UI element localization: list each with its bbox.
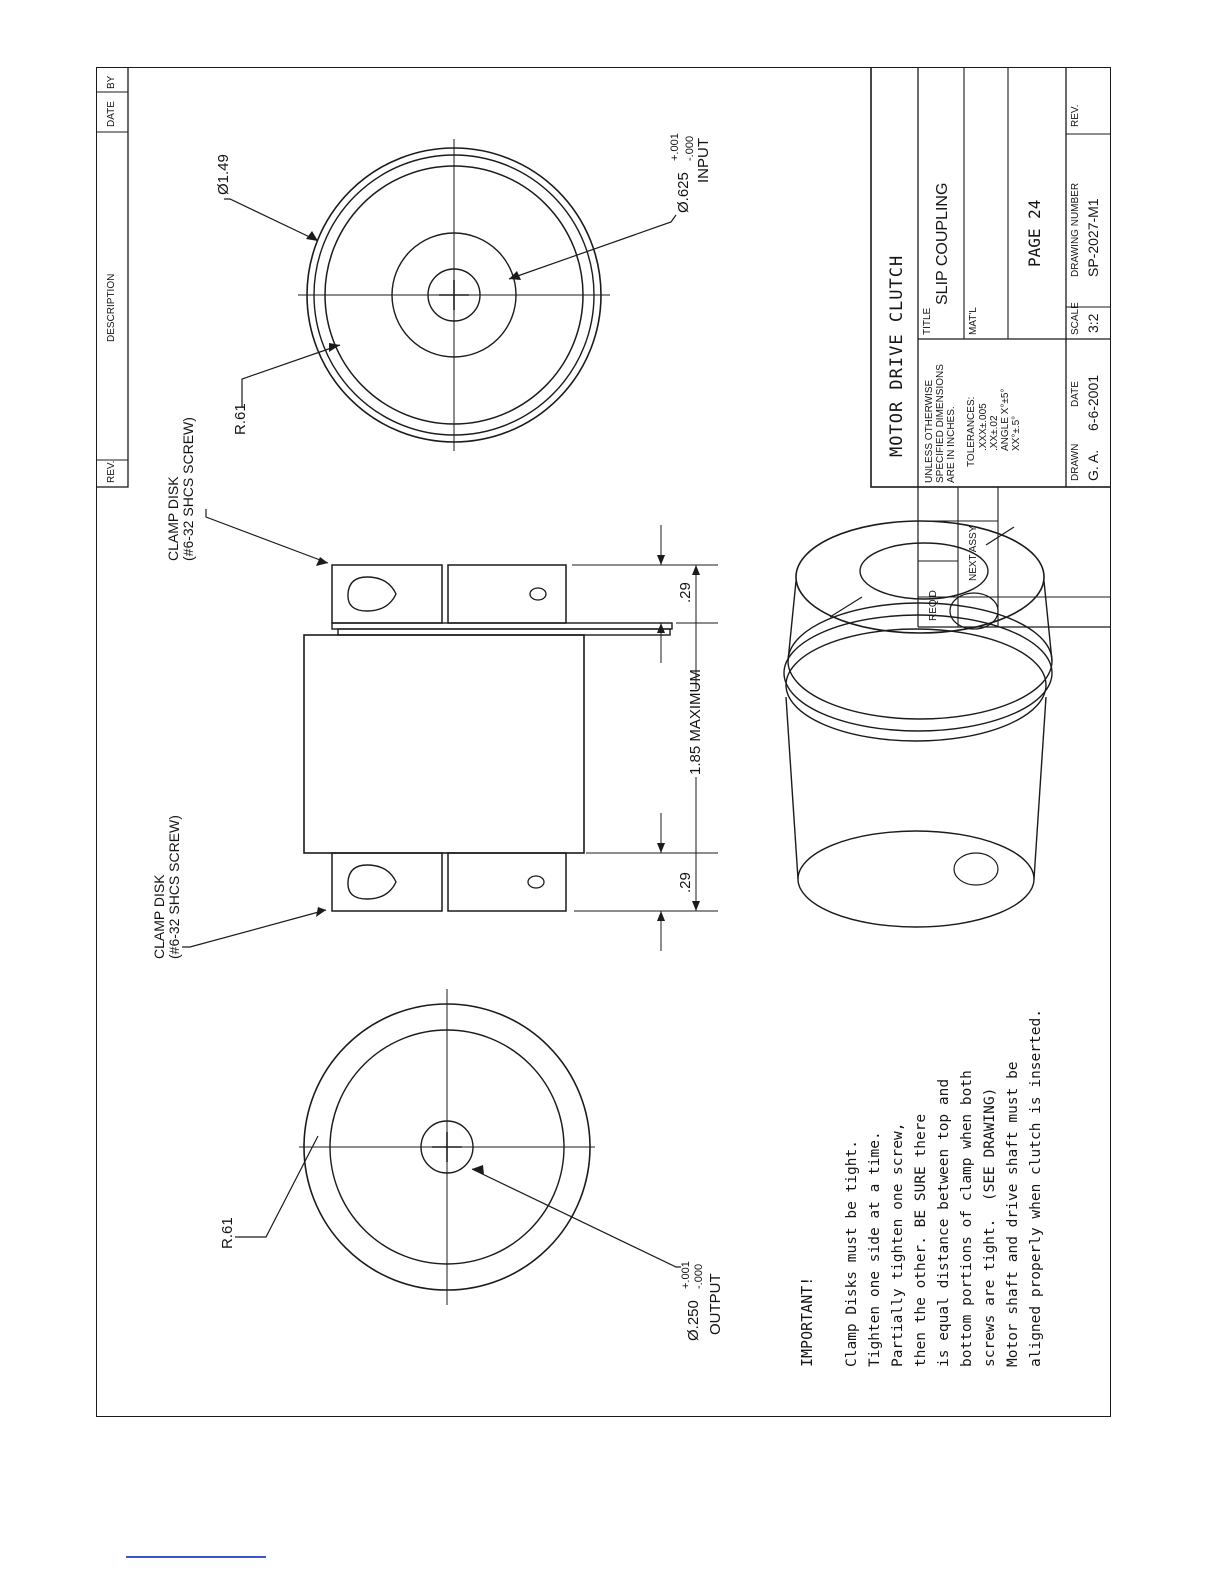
right-clamp-screw-head [348, 577, 396, 611]
title-label: TITLE [922, 307, 933, 335]
output-radius-label: R.61 [219, 1217, 236, 1249]
notes-heading: IMPORTANT! [798, 1276, 816, 1367]
footer-link-underline [126, 1556, 266, 1558]
note-line: Clamp Disks must be tight. [844, 1140, 860, 1367]
drawn-date: 6-6-2001 [1085, 374, 1101, 431]
drawn-label: DRAWN [1070, 443, 1081, 481]
output-diameter-tol-minus: -.000 [693, 1263, 705, 1289]
left-clamp-leader [182, 910, 326, 947]
input-diameter-tol-minus: -.000 [684, 135, 696, 161]
clamp-disk-right-label: CLAMP DISK (#6-32 SHCS SCREW) [165, 417, 197, 561]
drawing-title: SLIP COUPLING [934, 182, 951, 305]
clutch-flange [338, 629, 670, 635]
tolerances-heading: TOLERANCES: [966, 396, 977, 467]
note-line: aligned properly when clutch is inserted. [1028, 1009, 1044, 1367]
iso-front-face [796, 521, 1044, 633]
input-outer-diameter-label: Ø1.49 [215, 154, 232, 195]
title-block-lines [871, 67, 1111, 627]
tolerance-notes: UNLESS OTHERWISE SPECIFIED DIMENSIONS ARE IN INCHES. [924, 364, 957, 483]
description-header: DESCRIPTION [106, 273, 117, 342]
reqd-label: REQ'D [928, 590, 939, 621]
output-radius-leader [235, 1136, 318, 1237]
date-header: DATE [106, 101, 117, 127]
drawing-number-label: DRAWING NUMBER [1070, 182, 1081, 277]
output-diameter-tol-plus: +.001 [680, 1261, 692, 1289]
dim-left-label: .29 [677, 872, 694, 893]
clamp-disk-left-label: CLAMP DISK (#6-32 SHCS SCREW) [151, 815, 183, 959]
date-label: DATE [1070, 381, 1081, 407]
note-line: bottom portions of clamp when both [959, 1070, 975, 1367]
left-clamp-screw-head [348, 865, 396, 899]
dim-right-label: .29 [677, 582, 694, 603]
output-end-view [235, 989, 681, 1305]
tolerances: .XXX±.005 .XX±.02 ANGLE X°±5° XX°±.5° [978, 388, 1022, 451]
input-end-view [224, 139, 676, 451]
note-line: Tighten one side at a time. [867, 1131, 883, 1367]
scale-value: 3:2 [1085, 313, 1101, 333]
side-view [182, 509, 718, 951]
input-radius-leader [242, 345, 340, 407]
project-title: MOTOR DRIVE CLUTCH [887, 254, 907, 457]
clutch-body [304, 635, 584, 853]
input-diameter-tol-plus: +.001 [669, 133, 681, 161]
input-outer-diameter-leader [224, 199, 318, 241]
dim-overall-label: 1.85 MAXIMUM [687, 669, 704, 775]
page-number: PAGE 24 [1025, 199, 1044, 267]
right-clamp-lower [448, 565, 566, 623]
matl-label: MAT'L [968, 307, 979, 335]
drawing-number: SP-2027-M1 [1085, 198, 1101, 277]
rev-label: REV. [1070, 104, 1081, 127]
note-line: screws are tight. (SEE DRAWING) [982, 1087, 998, 1367]
note-line: Partially tighten one screw, [890, 1122, 906, 1367]
iso-back-end [798, 831, 1034, 927]
drawing-sheet [96, 67, 1111, 1417]
left-clamp-lower [448, 853, 566, 911]
note-line: is equal distance between top and [936, 1078, 952, 1367]
by-header: BY [106, 75, 117, 89]
scale-label: SCALE [1070, 302, 1081, 335]
input-end-label: INPUT [695, 138, 712, 183]
output-diameter-leader [472, 1169, 681, 1267]
output-diameter-main: Ø.250 [685, 1300, 702, 1341]
rev-header: REV. [106, 460, 117, 483]
next-assy-label: NEXT ASSY [968, 525, 979, 581]
input-diameter-main: Ø.625 [675, 172, 692, 213]
drawn-by: G. A. [1085, 449, 1101, 481]
note-line: Motor shaft and drive shaft must be [1005, 1061, 1021, 1367]
output-end-label: OUTPUT [707, 1273, 724, 1335]
note-line: then the other. BE SURE there [913, 1113, 929, 1367]
input-radius-label: R.61 [232, 403, 249, 435]
iso-flange [786, 629, 1046, 741]
right-clamp-leader [206, 509, 328, 563]
